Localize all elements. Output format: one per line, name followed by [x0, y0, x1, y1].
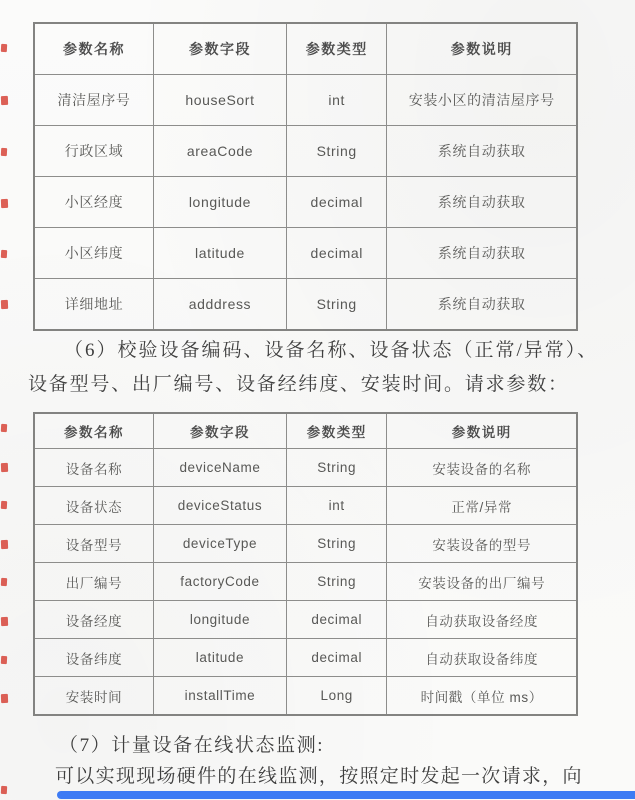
table-cell: 安装小区的清洁屋序号 [387, 75, 577, 126]
red-edge-mark [1, 424, 7, 432]
red-edge-mark [1, 540, 8, 549]
table-row [34, 449, 577, 487]
red-edge-mark [1, 44, 7, 52]
table-cell: 安装设备的出厂编号 [387, 563, 577, 601]
table-row [34, 487, 577, 525]
table-cell: 设备纬度 [34, 639, 153, 677]
table-cell: 自动获取设备经度 [387, 601, 577, 639]
section-7-body-line: 可以实现现场硬件的在线监测，按照定时发起一次请求，向 [55, 766, 583, 787]
house-parameters-table [33, 22, 578, 331]
table-cell: 小区经度 [34, 177, 153, 228]
table-header-row [34, 413, 577, 449]
table-cell: 正常/异常 [387, 487, 577, 525]
table-cell: 安装设备的型号 [387, 525, 577, 563]
table-cell: 设备名称 [34, 449, 153, 487]
red-edge-mark [1, 694, 8, 703]
table-cell: 系统自动获取 [387, 126, 577, 177]
table-cell: installTime [153, 677, 286, 716]
column-header: 参数名称 [34, 413, 153, 449]
table-cell: int [286, 75, 386, 126]
column-header: 参数类型 [286, 23, 386, 75]
table-cell: 清洁屋序号 [34, 75, 153, 126]
red-edge-mark [1, 656, 7, 664]
table-header-row [34, 23, 577, 75]
red-edge-mark [1, 148, 7, 156]
table-row [34, 525, 577, 563]
table-cell: Long [286, 677, 386, 716]
table-cell: 设备状态 [34, 487, 153, 525]
table-cell: decimal [286, 228, 386, 279]
table-cell: deviceName [153, 449, 286, 487]
column-header: 参数字段 [153, 23, 286, 75]
table-cell: int [286, 487, 386, 525]
section-6-line-1: （6）校验设备编码、设备名称、设备状态（正常/异常）、 [64, 340, 599, 361]
red-edge-mark [1, 300, 8, 309]
table-cell: String [286, 279, 386, 331]
red-edge-mark [1, 786, 7, 794]
table-cell: 出厂编号 [34, 563, 153, 601]
table-cell: 小区纬度 [34, 228, 153, 279]
table-cell: deviceStatus [153, 487, 286, 525]
column-header: 参数说明 [387, 413, 577, 449]
table-cell: 系统自动获取 [387, 228, 577, 279]
table-cell: factoryCode [153, 563, 286, 601]
table-cell: latitude [153, 639, 286, 677]
table-cell: 设备型号 [34, 525, 153, 563]
table-cell: 安装设备的名称 [387, 449, 577, 487]
section-6-line-2: 设备型号、出厂编号、设备经纬度、安装时间。请求参数： [28, 374, 569, 395]
table-cell: houseSort [153, 75, 286, 126]
table-row [34, 75, 577, 126]
table-row [34, 228, 577, 279]
table-row [34, 639, 577, 677]
red-edge-mark [1, 617, 8, 626]
table-cell: latitude [153, 228, 286, 279]
table-cell: 系统自动获取 [387, 279, 577, 331]
device-parameters-table [33, 412, 578, 716]
table-cell: decimal [286, 601, 386, 639]
section-7-paragraph [28, 730, 609, 792]
section-6-paragraph [28, 334, 609, 402]
column-header: 参数字段 [153, 413, 286, 449]
table-cell: adddress [153, 279, 286, 331]
red-edge-mark [1, 463, 8, 472]
table-cell: String [286, 449, 386, 487]
table-cell: String [286, 563, 386, 601]
table-cell: 自动获取设备纬度 [387, 639, 577, 677]
table-cell: decimal [286, 639, 386, 677]
table-cell: longitude [153, 601, 286, 639]
table-cell: 安装时间 [34, 677, 153, 716]
table-cell: 设备经度 [34, 601, 153, 639]
table-cell: decimal [286, 177, 386, 228]
table-cell: 行政区域 [34, 126, 153, 177]
red-edge-mark [1, 250, 7, 258]
table-cell: String [286, 126, 386, 177]
table-row [34, 177, 577, 228]
section-7-heading: （7）计量设备在线状态监测: [59, 735, 325, 756]
table-row [34, 677, 577, 716]
table-cell: 详细地址 [34, 279, 153, 331]
table-row [34, 563, 577, 601]
table-cell: 时间戳（单位 ms） [387, 677, 577, 716]
table-row [34, 601, 577, 639]
table-row [34, 279, 577, 331]
column-header: 参数名称 [34, 23, 153, 75]
table-cell: 系统自动获取 [387, 177, 577, 228]
column-header: 参数说明 [387, 23, 577, 75]
red-edge-mark [1, 96, 8, 105]
red-edge-mark [1, 501, 7, 509]
red-edge-mark [1, 578, 7, 586]
column-header: 参数类型 [286, 413, 386, 449]
table-row [34, 126, 577, 177]
bottom-progress-bar [57, 791, 635, 799]
table-cell: longitude [153, 177, 286, 228]
red-edge-mark [1, 199, 8, 208]
table-cell: deviceType [153, 525, 286, 563]
table-cell: areaCode [153, 126, 286, 177]
table-cell: String [286, 525, 386, 563]
